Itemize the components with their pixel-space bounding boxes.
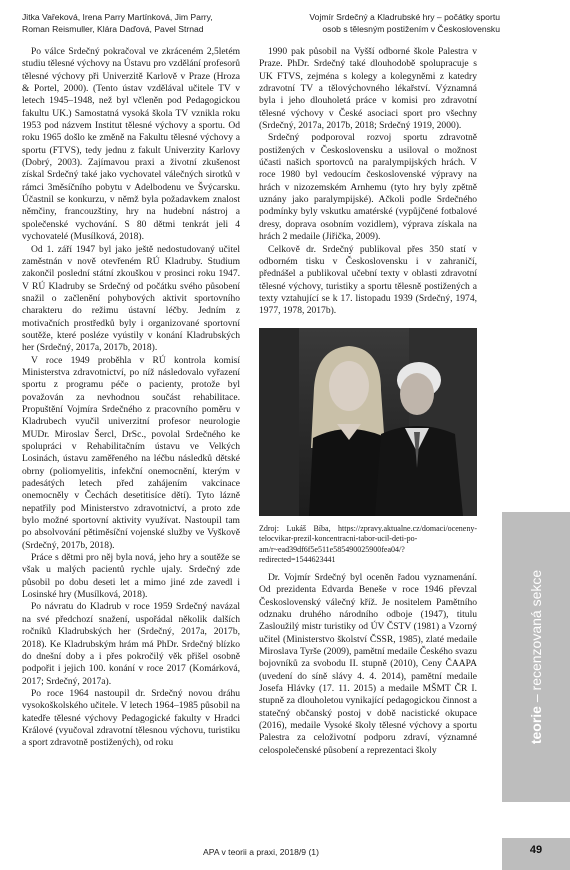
header-authors-line1: Jitka Vařeková, Irena Parry Martínková, Jim Parry, — [22, 12, 213, 22]
side-tab-dash: – — [528, 690, 544, 707]
photo-caption: Zdroj: Lukáš Bíba, https://zpravy.aktualne.cz/domaci/oceneny-telocvikar-prezil-koncentracni-tabor-ucil-deti-po-am/r~ead39df6f5e511e585490025900fea04/?redirected=1544623441 — [259, 523, 477, 565]
side-tab-label — [528, 570, 544, 744]
header-authors-line2: Roman Reismuller, Klára Daďová, Pavel Strnad — [22, 24, 204, 34]
paragraph: Po návratu do Kladrub v roce 1959 Srdečný navázal na své předchozí snažení, uspořádal několik dalších ročníků Kladrubských her (Srdečný, 2017a, 2017b, 2018). Ke Kladrubským hrám má PhDr. Srdečný blízko do dnešní doby a i přes pokročilý věk přišel osobně podpořit i jejich 100. konání v roce 2017 (Komárková, 2017; Srdečný, 2017a). — [22, 601, 240, 687]
paragraph: Dr. Vojmír Srdečný byl oceněn řadou vyznamenání. Od prezidenta Edvarda Beneše v roce 1946 převzal Československý válečný kříž. Je nositelem Pamětního odznaku druhého národního odboje (1947), titulu Zasloužilý mistr turistiky od ÚV ČSTV (1981) a Vzorný učitel (Ministerstvo školství ČSSR, 1985), zlaté medaile Miroslava Tyrše (2009), pamětní medaile Českého svazu bojovníků za svobodu II. stupně (2010), Ceny ČAAPA (uvedení do síně slávy 4. 4. 2014), pamětní medaile Josefa Hlávky (17. 11. 2015) a medaile MŠMT ČR I. stupně za dlouholetou vynikající pedagogickou činnost a statečný občanský postoj v době nacistické okupace (2016), medaile Vysoké školy tělesné výchovy a sportu Palestra za celoživotní podporu zdraví, významné celospolečenské působení a reprezentaci školy — [259, 571, 477, 756]
header-title-line2: osob s tělesným postižením v Československu — [322, 24, 500, 34]
side-tab-main: teorie — [528, 706, 544, 745]
photo-illustration — [259, 328, 477, 516]
paragraph: Po válce Srdečný pokračoval ve zkráceném 2,5letém studiu tělesné výchovy na Ústavu pro vzdělání profesorů tělesné výchovy při Univerzitě Karlově v Praze (Hroza & Portel, 2000). (Tento ústav vzdělával učitele TV v letech 1945–1948, než byl včleněn pod Pedagogickou fakultu UK.) Samostatná vysoká škola TV vznikla roku 1953 pod názvem Institut tělesné výchovy a sportu. Od roku 1965 došlo ke změně na Fakultu tělesné výchovy a sportu (FTVS), tedy jednu z fakult Univerzity Karlovy (Dobrý, 2003). Zajímavou praxi a životní zkušenost získal Srdečný také jako vychovatel válečných sirotků v rámci 3měsíčního pobytu v Adelbodenu ve Švýcarsku. Účastnil se konkurzu, v němž byla požadavkem znalost němčiny, francouzštiny, hry na hudební nástroj a společenské vychování. S 80 dětmi tenkrát jeli 4 vychovatelé (Musílková, 2018). — [22, 46, 240, 243]
paragraph: Celkově dr. Srdečný publikoval přes 350 statí v odborném tisku v Československu i v zahraničí, přednášel a publikoval učební texty v oblasti zdravotní tělesné výchovy, turistiky a sportu tělesně postižených a texty vztahující se k 17. listopadu 1939 (Srdečný, 1974, 1977, 1978, 2017b). — [259, 243, 477, 317]
paragraph: Práce s dětmi pro něj byla nová, jeho hry a soutěže se však u malých pacientů rychle ujaly. Srdečný zde působil po dobu deseti let a mimo jiné zde zavedl i Losinské hry (Musílková, 2018). — [22, 552, 240, 601]
article-photo — [259, 328, 477, 516]
header-title-line1: Vojmír Srdečný a Kladrubské hry – počátky sportu — [309, 12, 500, 22]
footer-journal: APA v teorii a praxi, 2018/9 (1) — [203, 847, 319, 857]
side-tab-sub: recenzovaná sekce — [528, 569, 544, 691]
right-column — [259, 46, 477, 757]
section-side-tab — [502, 512, 570, 802]
paragraph: V roce 1949 proběhla v RÚ kontrola komisí Ministerstva zdravotnictví, po níž následovalo vyřazení sportu z programu péče o pacienty, protože byl považován za nevhodnou součást rehabilitace. Propuštění Vojmíra Srdečného z pracovního poměru v Kladrubech vyučil univerzitní profesor neurologie MUDr. Miroslav Šercl, DrSc., povolal Srdečného ke spolupráci v Rehabilitačním ústavu ve Velkých Losinách, ústavu zaměřeného na léčbu následků dětské obrny (poliomyelitis, infekční onemocnění, kterým v padesátých letech před zahájením vakcinace onemocněly v Čechách desetitisíce dětí). Tyto lázně nepatřily pod Ministerstvo zdravotnictví, a proto zde bylo možné sportovní aktivity využívat. Nastoupil tam po absolvování pětiměsíční vojenské služby ve Vyškově (Srdečný, 2017b, 2018). — [22, 354, 240, 551]
paragraph: Od 1. září 1947 byl jako ještě nedostudovaný učitel zaměstnán v nově otevřeném RÚ Kladruby. Studium zakončil poslední státní zkouškou v prosinci roku 1947. V RÚ Kladruby se Srdečný od počátku svého působení snažil o začlenění pohybových aktivit sportovního charakteru do režimu ústavní léčby. Jedním z motivačních prostředků byly i organizované sportovní soutěže, které posléze vyústily v konání Kladrubských her (Srdečný, 2017a, 2017b, 2018). — [22, 243, 240, 354]
paragraph: Srdečný podporoval rozvoj sportu zdravotně postižených v Československu a usiloval o možnost účasti našich sportovců na paralympijských hrách. V roce 1980 byl vedoucím československé výpravy na hrách v nizozemském Arnhemu (tyto hry byly zpětně uznány jako paralympijské). Ačkoli podle Srdečného podmínky byly vskutku amatérské (vypůjčené fotbalové dresy, doprava osobním vozidlem), výprava získala na hrách 2 medaile (Jiřička, 2009). — [259, 132, 477, 243]
page-number: 49 — [529, 844, 543, 856]
page-number-box — [502, 838, 570, 870]
paragraph: 1990 pak působil na Vyšší odborné škole Palestra v Praze. PhDr. Srdečný také dlouhodobě spolupracuje s UK FTVS, zejména s kolegy a kolegyněmi z katedry zdravotní TV a tělovýchovného lékařství. Významná byla i jeho dlouholetá práce v komisi pro zdravotní tělesné výchovy v České asociaci sport pro všechny (Srdečný, 2017a, 2017b, 2018; Srdečný 1919, 2000). — [259, 46, 477, 132]
paragraph: Po roce 1964 nastoupil dr. Srdečný novou dráhu vysokoškolského učitele. V letech 1964–1985 působil na katedře tělesné výchovy Pedagogické fakulty v Hradci Králové (vyučoval zdravotní tělesnou výchovu, turistiku a sport zdravotně postižených), od roku — [22, 687, 240, 749]
left-column — [22, 46, 240, 750]
header-authors — [22, 11, 213, 35]
header-title — [309, 11, 500, 35]
